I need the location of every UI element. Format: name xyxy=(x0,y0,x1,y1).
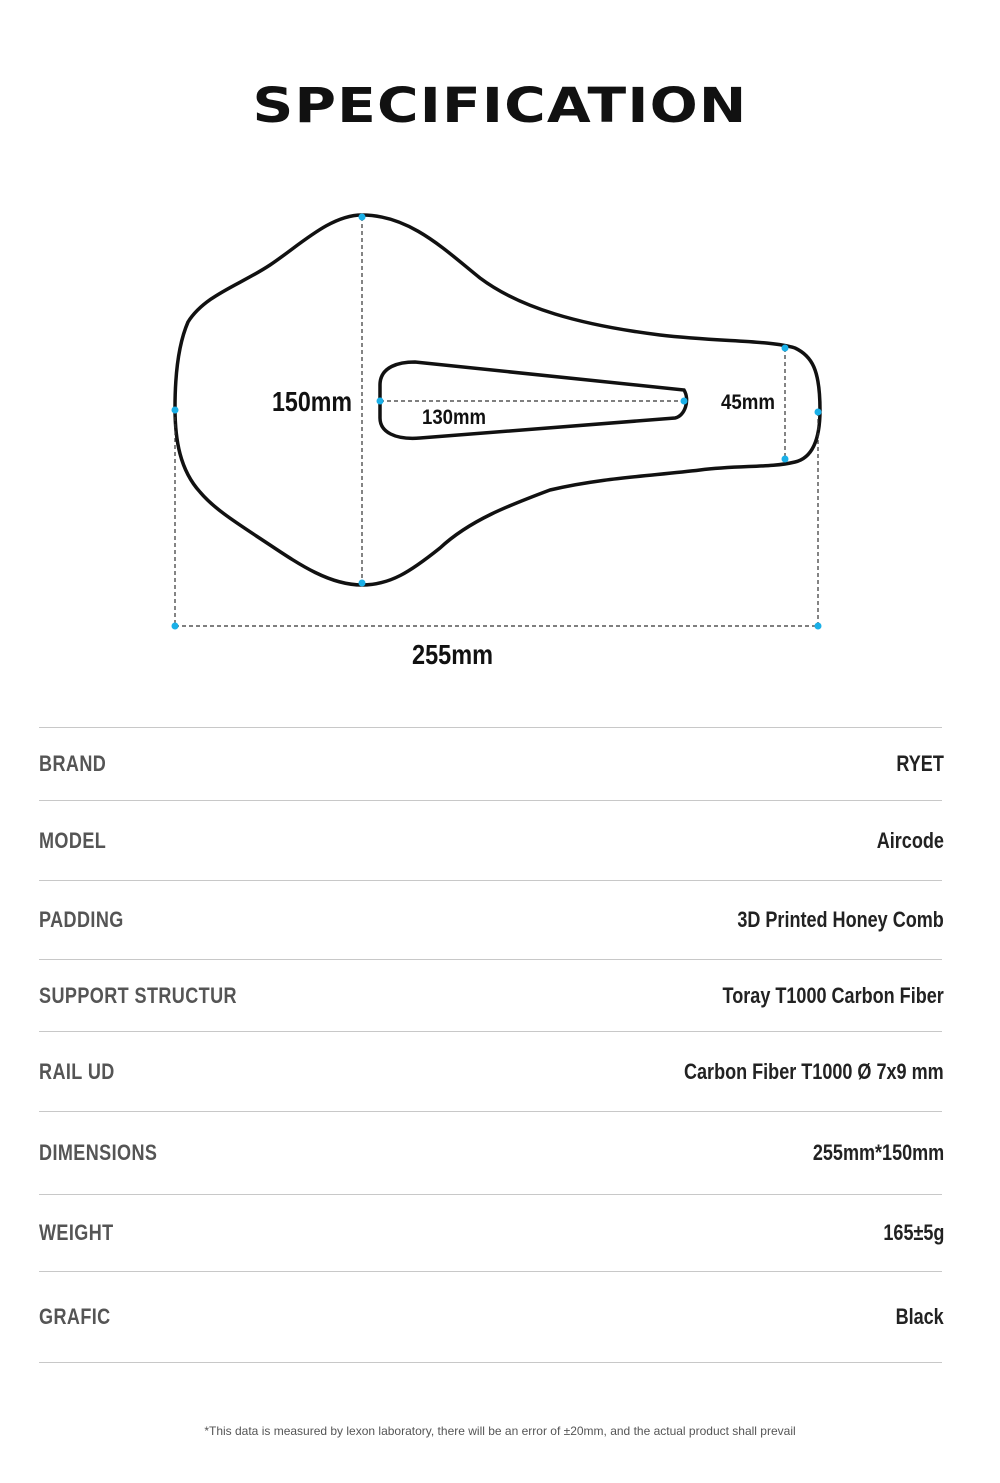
marker-point xyxy=(782,345,789,352)
spec-label: WEIGHT xyxy=(39,1220,114,1245)
spec-label: DIMENSIONS xyxy=(39,1140,158,1165)
spec-row-dimensions xyxy=(39,1112,942,1195)
footnote: *This data is measured by lexon laboratory, there will be an error of ±20mm, and the actual product shall prevail xyxy=(204,1424,796,1438)
spec-row-weight xyxy=(39,1195,942,1272)
saddle-diagram xyxy=(0,0,1000,700)
marker-point xyxy=(359,214,366,221)
nose-label: 45mm xyxy=(721,391,775,414)
spec-value: 255mm*150mm xyxy=(812,1140,944,1165)
spec-value: Black xyxy=(895,1304,944,1329)
spec-row-brand xyxy=(39,728,942,801)
spec-row-model xyxy=(39,801,942,881)
marker-point xyxy=(172,407,179,414)
spec-row-support-structure xyxy=(39,960,942,1032)
spec-value: Aircode xyxy=(876,827,944,853)
spec-row-rail xyxy=(39,1032,942,1112)
spec-label: PADDING xyxy=(39,907,124,932)
spec-row-grafic xyxy=(39,1272,942,1363)
spec-value: 3D Printed Honey Comb xyxy=(737,907,944,932)
spec-value: Toray T1000 Carbon Fiber xyxy=(722,982,944,1008)
spec-value: 165±5g xyxy=(882,1220,944,1245)
spec-label: RAIL UD xyxy=(39,1058,115,1084)
marker-point xyxy=(377,398,384,405)
spec-label: SUPPORT STRUCTUR xyxy=(39,982,237,1008)
cutout-label: 130mm xyxy=(422,406,486,429)
spec-label: GRAFIC xyxy=(39,1304,111,1329)
spec-row-padding xyxy=(39,881,942,960)
length-label: 255mm xyxy=(412,639,493,670)
spec-label: BRAND xyxy=(39,751,107,776)
spec-value: Carbon Fiber T1000 Ø 7x9 mm xyxy=(684,1058,944,1084)
spec-label: MODEL xyxy=(39,827,107,853)
marker-point xyxy=(815,409,822,416)
page-title: SPECIFICATION xyxy=(252,78,748,134)
marker-point xyxy=(815,623,822,630)
marker-point xyxy=(782,456,789,463)
marker-point xyxy=(681,398,688,405)
spec-table xyxy=(39,727,942,1363)
spec-value: RYET xyxy=(896,751,944,776)
marker-point xyxy=(172,623,179,630)
marker-point xyxy=(359,580,366,587)
width-label: 150mm xyxy=(272,386,352,417)
